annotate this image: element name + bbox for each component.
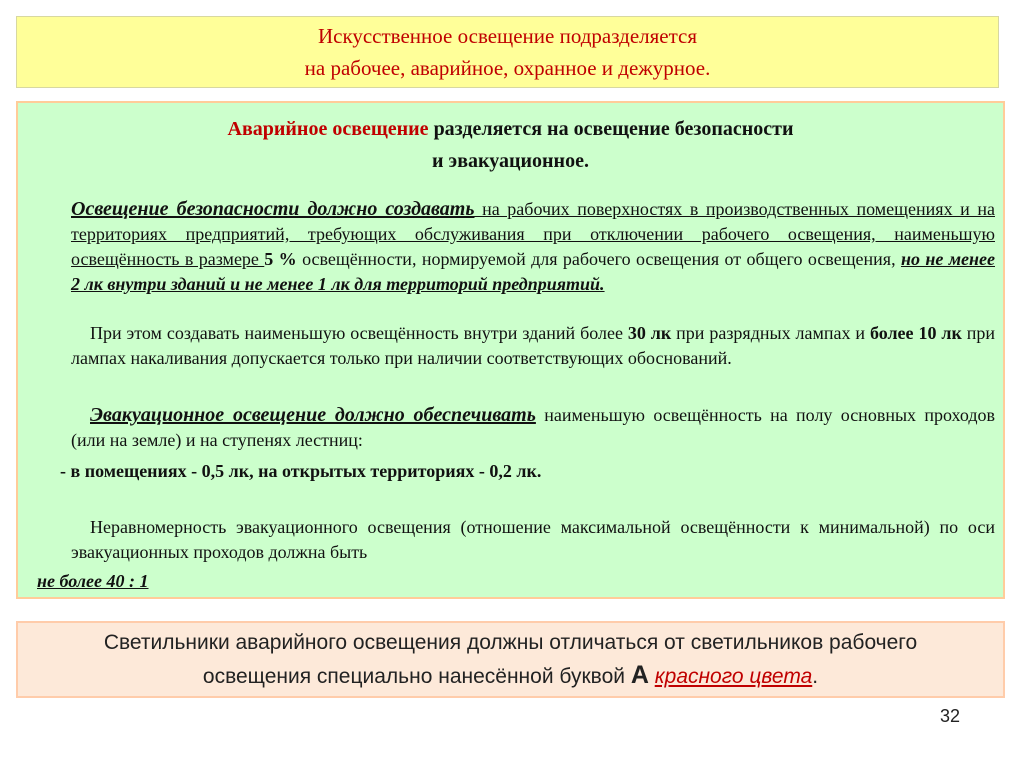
footer-letter: А (630, 661, 649, 689)
safety-text-1: на рабочих поверхностях в производственных помещениях и на территориях предприятий, требующих обслуживания при отключении рабочего освещения, наименьшую освещённость в размере (71, 199, 995, 269)
footer-red-text: красного цвета (654, 665, 813, 688)
footer-dot: . (812, 665, 819, 688)
evacuation-values: - в помещениях - 0,5 лк, на открытых территориях - 0,2 лк. (60, 461, 542, 481)
title-rest: разделяется на освещение безопасности (428, 118, 794, 140)
unevenness-value: не более 40 : 1 (37, 571, 149, 591)
bulb-text-3: при лампах накаливания допускается только при наличии соответствующих обоснований. (71, 323, 995, 368)
main-content-box (16, 101, 1005, 599)
bulb-text-1: При этом создавать наименьшую освещённость внутри зданий более (90, 323, 628, 343)
paragraph-unevenness (71, 515, 995, 565)
bulb-value-2: более 10 лк (869, 323, 962, 343)
header-line-1: Искусственное освещение подразделяется (317, 24, 698, 48)
paragraph-evacuation (71, 403, 995, 453)
safety-text-2: освещённости, нормируемой для рабочего освещения от общего освещения, (296, 249, 901, 269)
safety-percent: 5 % (264, 249, 297, 269)
page-number: 32 (940, 706, 961, 726)
evacuation-lead: Эвакуационное освещение должно обеспечивать (90, 404, 536, 426)
unevenness-text: Неравномерность эвакуационного освещения (отношение максимальной освещённости к минимальной) по оси эвакуационных проходов должна быть (71, 517, 995, 562)
footer-line-2 (18, 659, 1003, 693)
section-title (18, 113, 1003, 177)
safety-tail: но не менее 2 лк внутри зданий и не менее 1 лк для территорий предприятий. (71, 249, 995, 294)
title-red: Аварийное освещение (227, 118, 429, 140)
footer-line-2-text: освещения специально нанесённой буквой (202, 665, 631, 688)
footer-box (16, 621, 1005, 698)
evacuation-text: наименьшую освещённость на полу основных проходов (или на земле) и на ступенях лестниц: (71, 405, 996, 450)
safety-lead: Освещение безопасности должно создавать (71, 198, 475, 220)
bulb-value-1: 30 лк (627, 323, 672, 343)
paragraph-safety-lighting (71, 197, 995, 297)
bulb-text-2: при разрядных лампах и (671, 323, 870, 343)
header-box (16, 16, 999, 88)
title-line-2: и эвакуационное. (432, 150, 589, 172)
footer-line-1: Светильники аварийного освещения должны отличаться от светильников рабочего (103, 631, 918, 654)
paragraph-bulb-note (71, 321, 995, 371)
header-line-2: на рабочее, аварийное, охранное и дежурное. (304, 56, 711, 80)
